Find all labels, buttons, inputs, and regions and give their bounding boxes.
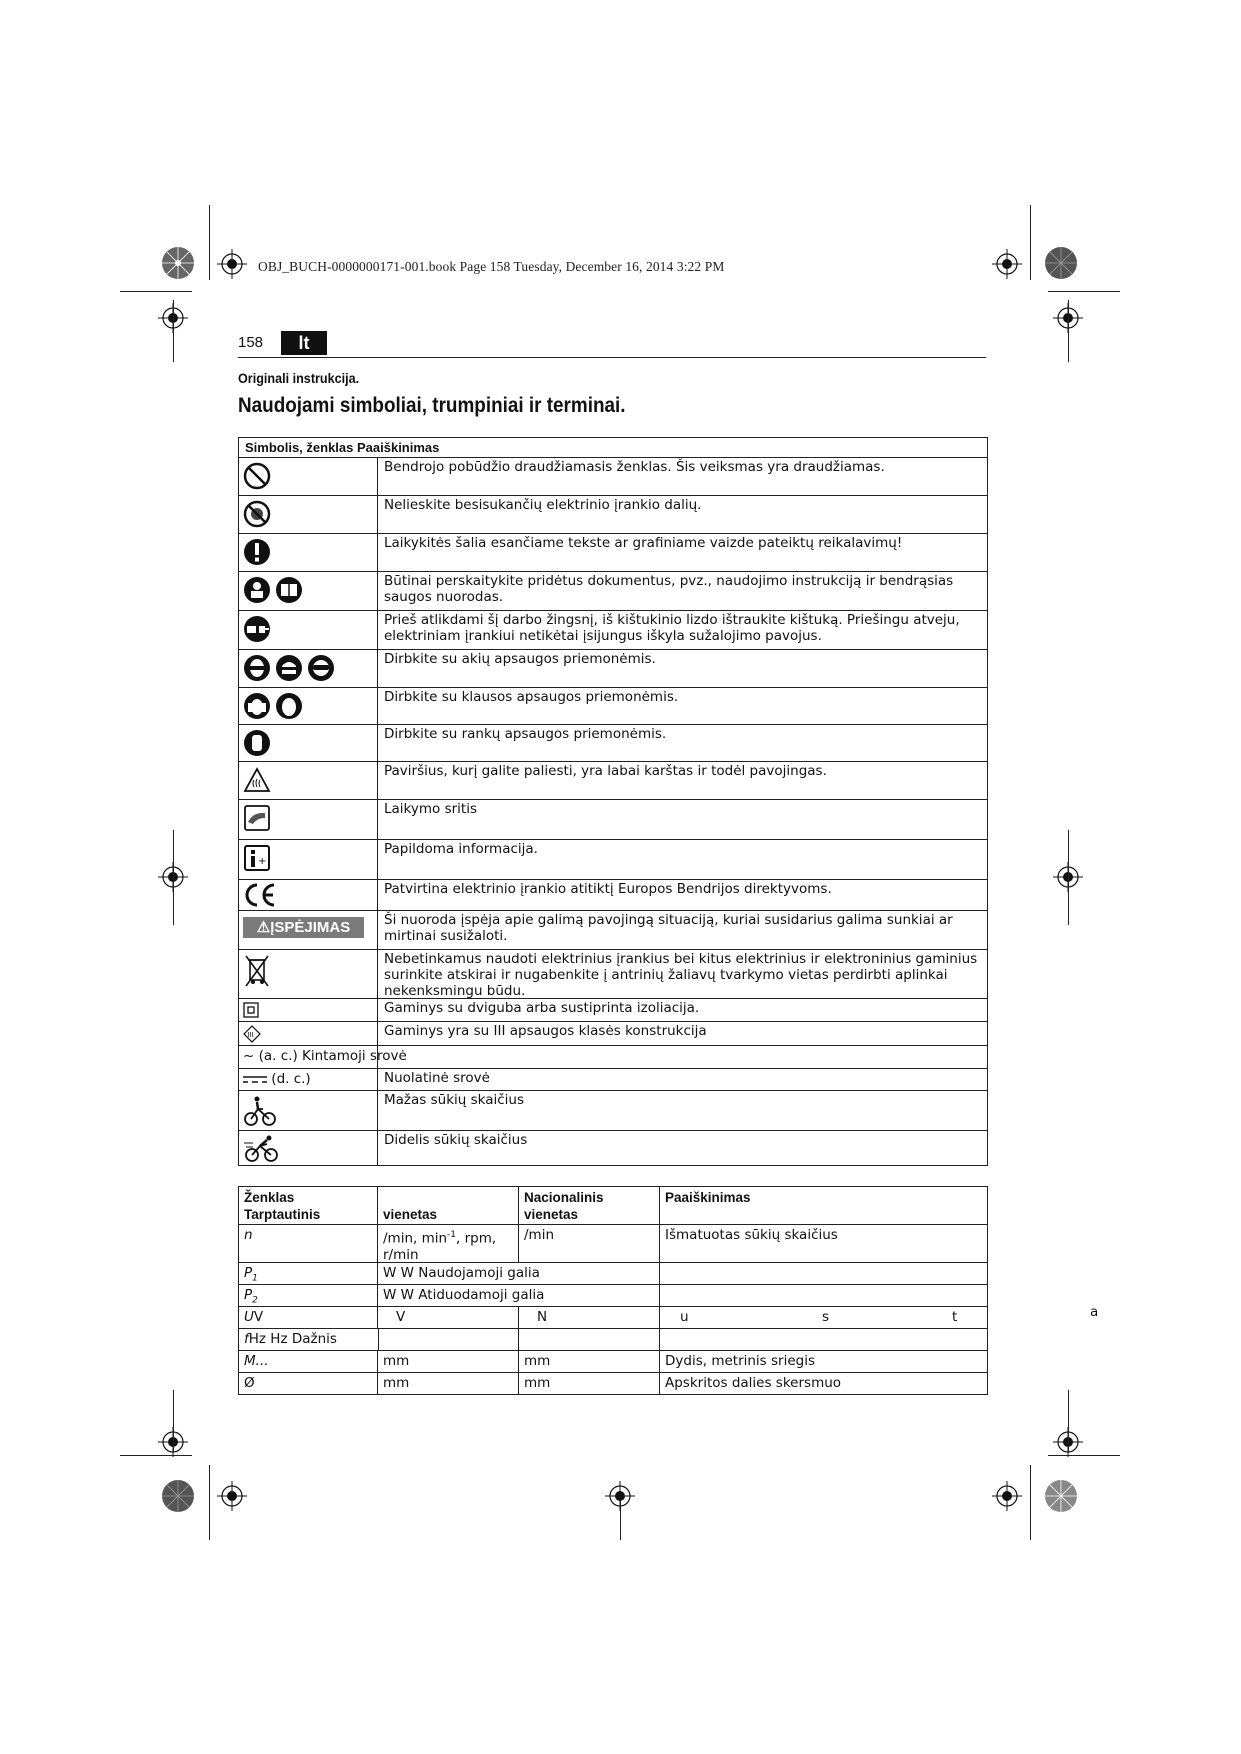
explanation: [660, 1307, 987, 1328]
international-unit: V: [378, 1307, 519, 1328]
row-text: Papildoma informacija.: [384, 841, 538, 857]
explanation: Dydis, metrinis sriegis: [665, 1353, 815, 1369]
registration-disc-top-left: [160, 245, 196, 281]
table-row: [239, 496, 987, 534]
row-text: ~ (a. c.) Kintamoji srovė: [243, 1048, 407, 1064]
ce-mark-icon: [243, 882, 277, 908]
row-text: Bendrojo pobūdžio draudžiamasis ženklas. Šis veiksmas yra draudžiamas.: [384, 459, 885, 475]
table-row: [239, 1263, 987, 1285]
crosshair-top-right-inner: [992, 249, 1022, 279]
explanation-fragment: u: [680, 1309, 689, 1325]
page-number: 158: [238, 334, 264, 351]
national-unit: N: [519, 1307, 660, 1328]
row-text: Prieš atlikdami šį darbo žingsnį, iš kištukinio lizdo ištraukite kištuką. Priešingu atveju, elektriniam įrankiui netikėtai įsijungus iškyla sužalojimo pavojus.: [384, 612, 960, 644]
trim-line: [1048, 1455, 1120, 1456]
international-unit: mm: [378, 1351, 519, 1372]
table-row: [239, 1307, 987, 1329]
warning-label: [243, 917, 364, 938]
unit-symbol: Ø: [239, 1373, 378, 1394]
grip-area-icon: [243, 804, 271, 832]
table-row: [239, 534, 987, 572]
unit-text: , rpm,: [456, 1230, 497, 1247]
crosshair-bottom-left-inner: [217, 1481, 247, 1511]
explanation: [660, 1285, 987, 1306]
hot-surface-icon: [243, 766, 271, 794]
table-row: [239, 1022, 987, 1046]
prohibition-icon: [243, 462, 271, 490]
national-unit: mm: [519, 1373, 660, 1394]
international-unit: W W Naudojamoji galia: [383, 1265, 540, 1281]
national-unit: [519, 1263, 660, 1284]
registration-disc-top-right: [1043, 245, 1079, 281]
row-text: Būtinai perskaitykite pridėtus dokumentus, pvz., naudojimo instrukciją ir bendrąsias saugos nuorodas.: [384, 573, 954, 605]
national-unit: mm: [519, 1351, 660, 1372]
table-row: [239, 1351, 987, 1373]
unit-exponent: -1: [447, 1230, 457, 1240]
trim-line: [173, 830, 174, 925]
print-header: OBJ_BUCH-0000000171-001.book Page 158 Tuesday, December 16, 2014 3:22 PM: [258, 259, 725, 274]
table-row: [239, 1225, 987, 1263]
registration-disc-bottom-left: [160, 1478, 196, 1514]
table-row: [239, 880, 987, 911]
row-text: Dirbkite su akių apsaugos priemonėmis.: [384, 651, 656, 667]
trim-line: [173, 1390, 174, 1452]
info-icon: [243, 844, 271, 872]
table-row: [239, 840, 987, 880]
hand-protection-icon: [243, 729, 271, 757]
international-unit: W W Atiduodamoji galia: [383, 1287, 545, 1303]
international-unit: mm: [378, 1373, 519, 1394]
table-row: [239, 950, 987, 999]
page-title: Naudojami simboliai, trumpiniai ir terminai.: [238, 394, 626, 417]
row-text: Dirbkite su klausos apsaugos priemonėmis.: [384, 689, 679, 705]
explanation: Apskritos dalies skersmuo: [665, 1375, 842, 1391]
row-text: Nuolatinė srovė: [384, 1070, 490, 1086]
table-row: [239, 458, 987, 496]
trim-line: [120, 291, 192, 292]
unit-symbol: fHz Hz Dažnis: [244, 1331, 337, 1347]
direct-current-icon: [243, 1074, 267, 1084]
language-tab: lt: [281, 331, 327, 355]
row-text: Mažas sūkių skaičius: [384, 1092, 525, 1108]
table-row: [239, 999, 987, 1022]
symbols-table-header: [239, 438, 987, 458]
high-speed-bicycle-icon: [243, 1133, 281, 1163]
row-text: Ši nuoroda įspėja apie galimą pavojingą situaciją, kuriai susidarius galima sunkiai ar mirtinai susižaloti.: [384, 912, 953, 944]
table-row: [239, 911, 987, 950]
trim-line: [1068, 300, 1069, 362]
row-text: Didelis sūkių skaičius: [384, 1132, 528, 1148]
table-row: [239, 800, 987, 840]
row-text: Patvirtina elektrinio įrankio atitiktį Europos Bendrijos direktyvoms.: [384, 881, 832, 897]
dc-symbol: [243, 1071, 311, 1087]
table-row: [239, 725, 987, 762]
trim-line: [209, 205, 210, 280]
trim-line: [209, 1465, 210, 1540]
do-not-touch-icon: [243, 500, 271, 528]
overflow-text-fragment: a: [1090, 1304, 1099, 1320]
protection-class-iii-icon: [243, 1025, 261, 1043]
header-international-unit: [378, 1187, 519, 1224]
row-text: Gaminys su dviguba arba sustiprinta izoliacija.: [384, 1000, 700, 1016]
unit-symbol: M...: [239, 1351, 378, 1372]
weee-bin-icon: [243, 954, 271, 988]
table-row: [239, 1091, 987, 1131]
table-row: [239, 650, 987, 688]
table-row: [239, 572, 987, 611]
row-text: Dirbkite su rankų apsaugos priemonėmis.: [384, 726, 667, 742]
trim-line: [620, 1500, 621, 1540]
unit-symbol: $P_2$: [239, 1285, 378, 1306]
double-insulation-icon: [243, 1002, 259, 1018]
header-rule: [238, 357, 986, 358]
table-row: [239, 1373, 987, 1394]
svg-text:+: +: [258, 856, 267, 867]
unit-symbol: UV: [239, 1307, 378, 1328]
ear-protection-icon: [243, 692, 271, 720]
low-speed-bicycle-icon: [243, 1095, 277, 1127]
header-explanation: Paaiškinimas: [665, 1190, 751, 1205]
read-manual-icon: [243, 576, 271, 604]
unit-text: /min, min: [383, 1230, 448, 1247]
symbols-table: [238, 437, 988, 1166]
unit-symbol: n: [239, 1225, 378, 1262]
trim-line: [1068, 1390, 1069, 1452]
svg-text:III: III: [247, 1031, 254, 1039]
page-subtitle: Originali instrukcija.: [238, 370, 360, 386]
explanation: [660, 1263, 987, 1284]
national-unit: /min: [519, 1225, 660, 1262]
trim-line: [1048, 291, 1120, 292]
table-row: [239, 762, 987, 800]
table-row: [239, 611, 987, 650]
header-national-unit: [519, 1187, 660, 1224]
table-row: [239, 1069, 987, 1091]
registration-disc-bottom-right: [1043, 1478, 1079, 1514]
crosshair-top-left-inner: [217, 249, 247, 279]
warning-triangle-icon: ⚠: [256, 919, 271, 936]
table-row: [239, 1046, 987, 1069]
international-unit: [378, 1329, 519, 1350]
row-text: Laikykitės šalia esančiame tekste ar grafiniame vaizde pateiktų reikalavimų!: [384, 535, 903, 551]
international-unit: [378, 1225, 519, 1262]
explanation-fragment: s: [822, 1309, 830, 1325]
units-table-header: [239, 1187, 987, 1225]
explanation: Išmatuotas sūkių skaičius: [665, 1227, 838, 1243]
table-row: [239, 1329, 987, 1351]
mandatory-exclamation-icon: [243, 538, 271, 566]
eye-protection-icon: [243, 654, 271, 682]
header-unit-label: vienetas: [383, 1207, 438, 1222]
national-unit: [519, 1329, 660, 1350]
crosshair-bottom-right-inner: [992, 1481, 1022, 1511]
face-shield-icon: [275, 654, 303, 682]
goggles-icon: [307, 654, 335, 682]
trim-line: [1030, 1465, 1031, 1540]
explanation: [660, 1329, 987, 1350]
warning-label-text: ĮSPĖJIMAS: [270, 919, 351, 936]
trim-line: [120, 1455, 192, 1456]
units-table: [238, 1186, 988, 1395]
header-national-label: Nacionalinis: [524, 1190, 604, 1205]
explanation-fragment: t: [952, 1309, 958, 1325]
header-symbol: Ženklas Tarptautinis: [239, 1187, 378, 1224]
row-text: Nelieskite besisukančių elektrinio įrankio dalių.: [384, 497, 702, 513]
unit-symbol: $P_1$: [239, 1263, 378, 1284]
dc-symbol-text: (d. c.): [271, 1071, 311, 1087]
national-unit: [519, 1285, 660, 1306]
trim-line: [1030, 205, 1031, 280]
unplug-icon: [243, 615, 271, 643]
row-text: Laikymo sritis: [384, 801, 477, 817]
row-text: Paviršius, kurį galite paliesti, yra labai karštas ir todėl pavojingas.: [384, 763, 827, 779]
table-row: [239, 688, 987, 725]
symbols-header-label: Simbolis, ženklas Paaiškinimas: [245, 440, 440, 455]
unit-text: r/min: [383, 1246, 419, 1263]
row-text: Nebetinkamus naudoti elektrinius įrankius bei kitus elektrinius ir elektroninius gaminius surinkite atskirai ir nugabenkite į antrinių žaliavų tvarkymo vietas perdirbti aplinkai nekenksmingu būdu.: [384, 951, 978, 999]
trim-line: [1068, 830, 1069, 925]
ear-muffs-icon: [275, 692, 303, 720]
row-text: Gaminys yra su III apsaugos klasės konstrukcija: [384, 1023, 707, 1039]
header-national-unit-label: vienetas: [524, 1207, 579, 1222]
table-row: [239, 1285, 987, 1307]
manual-book-icon: [275, 576, 303, 604]
trim-line: [173, 300, 174, 362]
table-row: [239, 1131, 987, 1165]
